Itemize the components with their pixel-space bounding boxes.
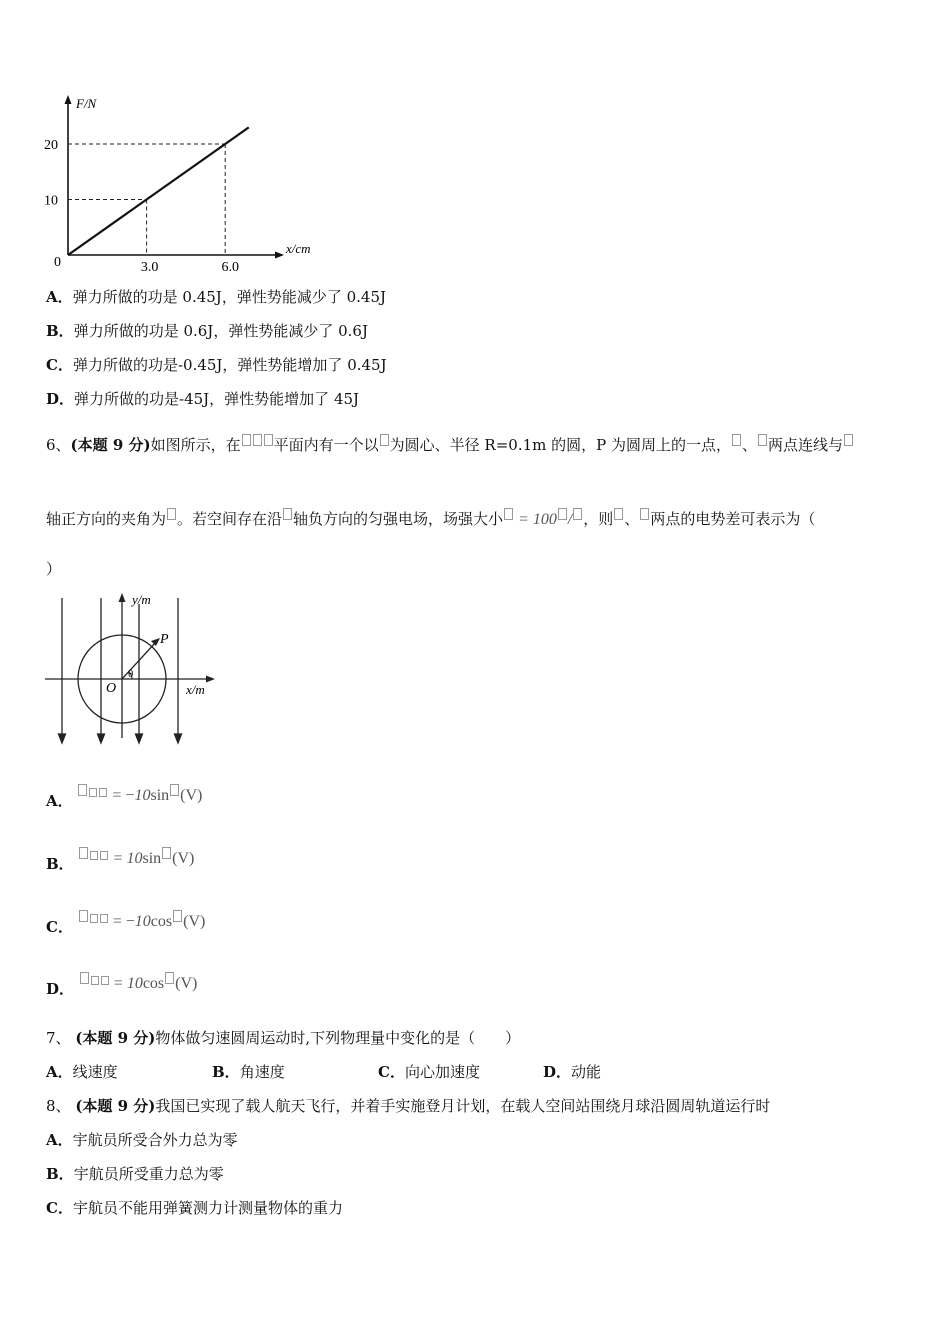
- angle-label: θ: [128, 668, 134, 680]
- force-line: [68, 127, 249, 255]
- q7-option-a: A．线速度: [46, 1063, 118, 1081]
- x-axis-label: x/cm: [286, 241, 311, 256]
- q8-option-c: C．宇航员不能用弹簧测力计测量物体的重力: [46, 1199, 343, 1217]
- q5-option-b: B．弹力所做的功是 0.6J，弹性势能减少了 0.6J: [46, 322, 368, 340]
- q6-stem-line1: 6、(本题 9 分)如图所示，在 平面内有一个以 为圆心、半径 R=0.1m 的圆，P 为圆周上的一点， 、 两点连线与: [46, 434, 854, 455]
- y-tick-label: 20: [44, 138, 58, 153]
- x-tick-label: 3.0: [140, 260, 159, 275]
- q6-option-b: B． = 10sin (V): [46, 847, 194, 871]
- q7-option-c: C．向心加速度: [378, 1063, 480, 1081]
- q7-option-b: B．角速度: [212, 1063, 285, 1081]
- origin-o-label: O: [106, 681, 117, 696]
- y-tick-label: 10: [44, 193, 58, 209]
- field-lines: [59, 598, 182, 743]
- q7-option-d: D．动能: [543, 1063, 602, 1081]
- x-tick-label: 6.0: [221, 260, 239, 275]
- q6-stem-line2: 轴正方向的夹角为 。若空间存在沿 轴负方向的匀强电场，场强大小 = 100 / ，则 、 两点的电势差可表示为（: [46, 510, 816, 528]
- q6-option-d: D． = 10cos (V): [46, 972, 197, 996]
- q5-option-a: A．弹力所做的功是 0.45J，弹性势能减少了 0.45J: [46, 288, 387, 306]
- q8-stem: 8、 (本题 9 分)我国已实现了载人航天飞行，并着手实施登月计划，在载人空间站围绕月球沿圆周轨道运行时: [46, 1097, 771, 1115]
- x-label: x/m: [186, 682, 205, 697]
- diagram-axes: [45, 593, 215, 738]
- q6-close-paren: ）: [46, 560, 62, 578]
- y-label: y/m: [132, 592, 151, 607]
- force-displacement-graph: [30, 90, 330, 280]
- q6-option-c: C． = −10cos (V): [46, 910, 205, 934]
- electric-field-diagram: [40, 588, 230, 753]
- q7-stem: 7、 (本题 9 分)物体做匀速圆周运动时,下列物理量中变化的是（ ）: [46, 1029, 521, 1047]
- q8-option-a: A．宇航员所受合外力总为零: [46, 1131, 238, 1149]
- point-p-label: P: [160, 632, 169, 647]
- origin-label: 0: [54, 255, 61, 270]
- q5-option-d: D．弹力所做的功是-45J，弹性势能增加了 45J: [46, 390, 360, 408]
- radius-arrowhead: [151, 638, 160, 646]
- q5-option-c: C．弹力所做的功是-0.45J，弹性势能增加了 0.45J: [46, 356, 387, 374]
- q6-option-a: A． = −10sin (V): [46, 784, 202, 808]
- y-axis-label: F/N: [76, 96, 97, 111]
- q8-option-b: B．宇航员所受重力总为零: [46, 1165, 224, 1183]
